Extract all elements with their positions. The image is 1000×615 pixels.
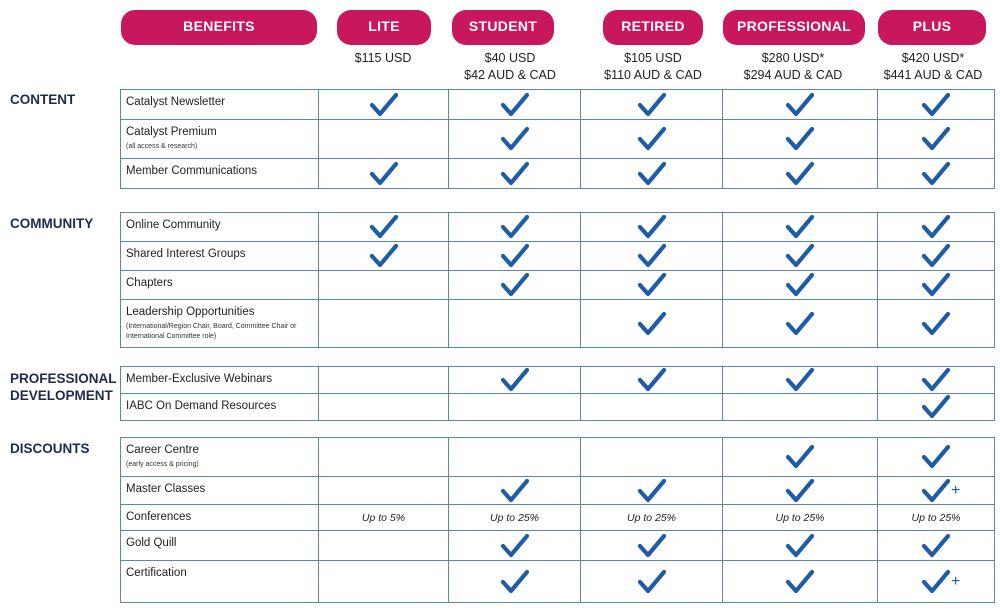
- table-cell: [449, 300, 581, 348]
- table-cell: [723, 90, 878, 120]
- checkmark-icon: [922, 570, 950, 594]
- feature-name: Member-Exclusive Webinars: [126, 373, 273, 385]
- table-cell: [449, 438, 581, 477]
- feature-label: [121, 438, 319, 477]
- table-row: [121, 531, 995, 561]
- checkmark-icon: [370, 215, 398, 239]
- checkmark-icon: [786, 570, 814, 594]
- feature-label: [121, 120, 319, 159]
- checkmark-icon: [638, 368, 666, 392]
- checkmark-icon: [922, 244, 950, 268]
- feature-name: Master Classes: [126, 483, 206, 495]
- table-cell: [723, 505, 878, 531]
- feature-name: Career Centre: [126, 444, 199, 456]
- table-cell: [878, 213, 995, 242]
- table-row: [121, 120, 995, 159]
- feature-label: [121, 561, 319, 603]
- checkmark-icon: [638, 570, 666, 594]
- feature-label: [121, 242, 319, 271]
- checkmark-icon: [786, 312, 814, 336]
- header-lite: LITE: [337, 10, 431, 45]
- checkmark-icon: [638, 534, 666, 558]
- table-cell: [319, 477, 449, 505]
- feature-name: Catalyst Newsletter: [126, 96, 226, 108]
- table-row: [121, 90, 995, 120]
- checkmark-icon: [922, 534, 950, 558]
- table-cell: [319, 367, 449, 394]
- price-student: $40 USD $42 AUD & CAD: [464, 51, 556, 82]
- checkmark-icon: [922, 273, 950, 297]
- feature-name: Gold Quill: [126, 537, 177, 549]
- checkmark-icon: [786, 127, 814, 151]
- checkmark-icon: [786, 244, 814, 268]
- table-row: [121, 561, 995, 603]
- table-row: [121, 367, 995, 394]
- table-cell: [581, 477, 723, 505]
- feature-label: [121, 271, 319, 300]
- table-cell: [449, 90, 581, 120]
- section-title-professional-development: PROFESSIONAL DEVELOPMENT: [10, 371, 117, 403]
- table-cell: [723, 120, 878, 159]
- table-cell: [449, 242, 581, 271]
- table-cell: [319, 438, 449, 477]
- checkmark-icon: [922, 368, 950, 392]
- feature-label: [121, 367, 319, 394]
- table-cell: [449, 159, 581, 189]
- table-cell: [319, 120, 449, 159]
- header-student: STUDENT: [452, 10, 554, 45]
- section-table-1: [120, 212, 995, 348]
- table-cell: [878, 242, 995, 271]
- table-cell: [319, 271, 449, 300]
- section-table-2: [120, 366, 995, 421]
- checkmark-icon: [501, 273, 529, 297]
- feature-label: [121, 477, 319, 505]
- checkmark-icon: [786, 215, 814, 239]
- table-cell: [319, 531, 449, 561]
- feature-name: Online Community: [126, 219, 221, 231]
- table-cell: [581, 213, 723, 242]
- table-cell: [319, 300, 449, 348]
- checkmark-icon: [501, 127, 529, 151]
- table-cell: [878, 561, 995, 603]
- price-lite: $115 USD: [354, 51, 412, 65]
- table-cell: [581, 531, 723, 561]
- section-title-discounts: DISCOUNTS: [10, 441, 90, 456]
- table-cell: [319, 394, 449, 421]
- table-cell: [723, 394, 878, 421]
- header-professional: PROFESSIONAL: [723, 10, 865, 45]
- feature-label: [121, 213, 319, 242]
- table-cell: [581, 300, 723, 348]
- table-cell: [449, 477, 581, 505]
- header-plus: PLUS: [878, 10, 986, 45]
- table-cell: [581, 367, 723, 394]
- checkmark-icon: [638, 215, 666, 239]
- table-cell: [878, 477, 995, 505]
- checkmark-icon: [786, 534, 814, 558]
- checkmark-icon: [786, 273, 814, 297]
- table-cell: [319, 213, 449, 242]
- table-cell: [319, 505, 449, 531]
- checkmark-icon: [638, 93, 666, 117]
- checkmark-icon: [501, 479, 529, 503]
- table-cell: [581, 505, 723, 531]
- discount-text: Up to 25%: [489, 511, 540, 524]
- table-cell: [449, 531, 581, 561]
- table-cell: [319, 242, 449, 271]
- checkmark-icon: [638, 273, 666, 297]
- feature-name: Shared Interest Groups: [126, 248, 246, 260]
- section-title-content: CONTENT: [10, 92, 76, 107]
- feature-name: Chapters: [126, 277, 173, 289]
- table-cell: [723, 271, 878, 300]
- price-plus: $420 USD* $441 AUD & CAD: [883, 51, 983, 82]
- table-cell: [878, 120, 995, 159]
- table-cell: [449, 367, 581, 394]
- price-professional: $280 USD* $294 AUD & CAD: [743, 51, 843, 82]
- checkmark-icon: [922, 312, 950, 336]
- checkmark-icon: [501, 534, 529, 558]
- section-title-community: COMMUNITY: [10, 216, 94, 231]
- table-row: [121, 159, 995, 189]
- header-retired: RETIRED: [603, 10, 703, 45]
- table-cell: [581, 90, 723, 120]
- checkmark-icon: [922, 215, 950, 239]
- table-cell: [878, 394, 995, 421]
- table-cell: [449, 505, 581, 531]
- table-cell: [723, 213, 878, 242]
- plus-icon: +: [951, 481, 961, 499]
- table-cell: [723, 242, 878, 271]
- feature-name: Leadership Opportunities: [126, 306, 255, 318]
- section-table-0: [120, 89, 995, 189]
- table-cell: [723, 531, 878, 561]
- checkmark-icon: [638, 127, 666, 151]
- checkmark-icon: [922, 479, 950, 503]
- feature-note: (International/Region Chair, Board, Committee Chair or International Committee role): [126, 323, 297, 340]
- feature-note: (all access & research): [126, 143, 198, 150]
- table-cell: [723, 438, 878, 477]
- table-cell: [723, 300, 878, 348]
- checkmark-icon: [501, 368, 529, 392]
- checkmark-icon: [638, 479, 666, 503]
- table-cell: [878, 271, 995, 300]
- table-cell: [449, 271, 581, 300]
- checkmark-icon: [501, 93, 529, 117]
- table-cell: [449, 561, 581, 603]
- table-cell: [723, 367, 878, 394]
- checkmark-icon: [786, 445, 814, 469]
- table-cell: [319, 90, 449, 120]
- feature-name: Conferences: [126, 511, 192, 523]
- feature-name: Catalyst Premium: [126, 126, 217, 138]
- table-cell: [449, 394, 581, 421]
- checkmark-icon: [370, 244, 398, 268]
- table-cell: [723, 477, 878, 505]
- feature-label: [121, 159, 319, 189]
- section-table-3: [120, 437, 995, 603]
- checkmark-icon: [786, 93, 814, 117]
- table-row: [121, 242, 995, 271]
- table-cell: [319, 561, 449, 603]
- checkmark-icon: [370, 162, 398, 186]
- feature-name: Certification: [126, 567, 187, 579]
- checkmark-icon: [638, 312, 666, 336]
- table-row: [121, 271, 995, 300]
- feature-label: [121, 300, 319, 348]
- feature-name: Member Communications: [126, 165, 258, 177]
- table-cell: [723, 159, 878, 189]
- checkmark-icon: [638, 244, 666, 268]
- checkmark-icon: [501, 244, 529, 268]
- checkmark-icon: [922, 162, 950, 186]
- table-cell: [878, 300, 995, 348]
- checkmark-icon: [501, 570, 529, 594]
- feature-label: [121, 505, 319, 531]
- discount-text: Up to 25%: [775, 511, 825, 524]
- checkmark-icon: [370, 93, 398, 117]
- table-cell: [878, 159, 995, 189]
- feature-label: [121, 90, 319, 120]
- table-row: [121, 438, 995, 477]
- checkmark-icon: [922, 93, 950, 117]
- price-retired: $105 USD $110 AUD & CAD: [604, 51, 702, 82]
- discount-text: Up to 25%: [911, 511, 961, 524]
- checkmark-icon: [501, 162, 529, 186]
- table-cell: [581, 271, 723, 300]
- table-cell: [581, 394, 723, 421]
- table-cell: [878, 438, 995, 477]
- table-cell: [581, 561, 723, 603]
- discount-text: Up to 5%: [361, 511, 406, 524]
- checkmark-icon: [638, 162, 666, 186]
- feature-note: (early access & pricing): [126, 461, 199, 468]
- table-cell: [878, 531, 995, 561]
- table-cell: [449, 213, 581, 242]
- table-row: [121, 394, 995, 421]
- plus-icon: +: [951, 572, 961, 590]
- checkmark-icon: [922, 445, 950, 469]
- checkmark-icon: [786, 162, 814, 186]
- checkmark-icon: [786, 479, 814, 503]
- table-cell: [449, 120, 581, 159]
- checkmark-icon: [501, 215, 529, 239]
- table-cell: [319, 159, 449, 189]
- table-cell: [878, 505, 995, 531]
- table-cell: [581, 159, 723, 189]
- table-cell: [878, 90, 995, 120]
- feature-label: [121, 531, 319, 561]
- feature-label: [121, 394, 319, 421]
- table-cell: [581, 120, 723, 159]
- checkmark-icon: [922, 395, 950, 419]
- header-benefits: BENEFITS: [121, 10, 317, 45]
- table-cell: [878, 367, 995, 394]
- table-row: [121, 505, 995, 531]
- feature-name: IABC On Demand Resources: [126, 400, 277, 412]
- checkmark-icon: [786, 368, 814, 392]
- table-row: [121, 213, 995, 242]
- table-row: [121, 477, 995, 505]
- table-row: [121, 300, 995, 348]
- discount-text: Up to 25%: [626, 511, 677, 524]
- table-cell: [723, 561, 878, 603]
- table-cell: [581, 438, 723, 477]
- table-cell: [581, 242, 723, 271]
- checkmark-icon: [922, 127, 950, 151]
